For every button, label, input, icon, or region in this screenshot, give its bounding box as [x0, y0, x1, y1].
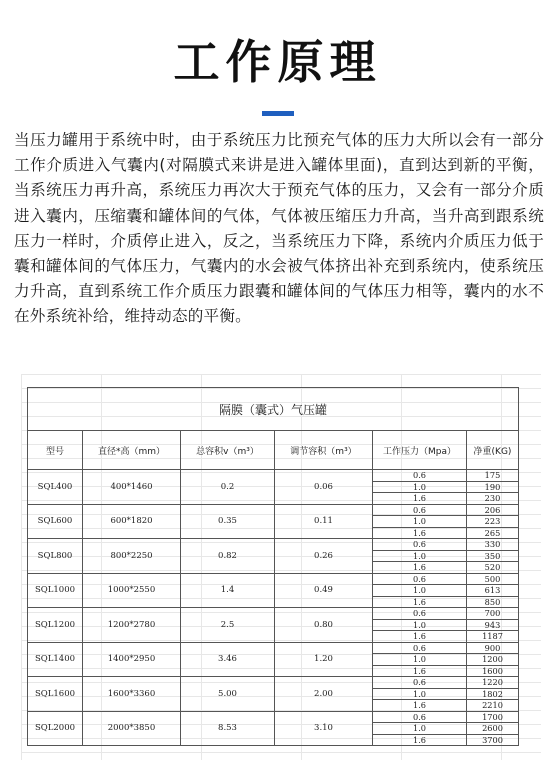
- cell-pressure: 1.6: [373, 596, 467, 608]
- cell-adjust-volume: 0.26: [275, 539, 373, 574]
- cell-pressure: 1.0: [373, 619, 467, 631]
- table-row: [28, 539, 519, 551]
- cell-weight: 223: [467, 516, 519, 528]
- cell-pressure: 1.0: [373, 654, 467, 666]
- cell-pressure: 1.6: [373, 734, 467, 746]
- description-paragraph: 当压力罐用于系统中时，由于系统压力比预充气体的压力大所以会有一部分工作介质进入气囊内(对隔膜式来讲是进入罐体里面)，直到达到新的平衡，当系统压力再升高，系统压力再次大于预充气体的压力，又会有一部分介质进入囊内，压缩囊和罐体间的气体，气体被压缩压力升高，当升高到跟系统压力一样时，介质停止进入，反之，当系统压力下降，系统内介质压力低于囊和罐体间的气体压力，气囊内的水会被气体挤出补充到系统内，使系统压力升高，直到系统工作介质压力跟囊和罐体间的气体压力相等，囊内的水不在外系统补给，维持动态的平衡。: [14, 131, 544, 326]
- cell-pressure: 0.6: [373, 573, 467, 585]
- cell-adjust-volume: 0.49: [275, 573, 373, 608]
- cell-pressure: 0.6: [373, 677, 467, 689]
- cell-weight: 350: [467, 550, 519, 562]
- page-title: 工作原理: [173, 35, 382, 89]
- cell-size: 1400*2950: [83, 642, 181, 677]
- cell-pressure: 1.0: [373, 723, 467, 735]
- cell-weight: 175: [467, 470, 519, 482]
- cell-weight: 3700: [467, 734, 519, 746]
- cell-adjust-volume: 2.00: [275, 677, 373, 712]
- cell-weight: 190: [467, 481, 519, 493]
- table-caption: 隔膜（囊式）气压罐: [28, 388, 519, 431]
- cell-total-volume: 0.82: [181, 539, 275, 574]
- table-row: [28, 711, 519, 723]
- cell-weight: 265: [467, 527, 519, 539]
- cell-model: SQL800: [28, 539, 83, 574]
- cell-pressure: 1.0: [373, 550, 467, 562]
- cell-weight: 943: [467, 619, 519, 631]
- cell-weight: 700: [467, 608, 519, 620]
- cell-total-volume: 2.5: [181, 608, 275, 643]
- cell-pressure: 1.6: [373, 665, 467, 677]
- cell-size: 1600*3360: [83, 677, 181, 712]
- cell-weight: 2210: [467, 700, 519, 712]
- cell-weight: 206: [467, 504, 519, 516]
- cell-adjust-volume: 0.06: [275, 470, 373, 505]
- header-weight: 净重(KG): [467, 431, 519, 470]
- cell-total-volume: 3.46: [181, 642, 275, 677]
- cell-weight: 850: [467, 596, 519, 608]
- cell-pressure: 1.0: [373, 688, 467, 700]
- cell-pressure: 1.6: [373, 493, 467, 505]
- table-row: [28, 642, 519, 654]
- cell-pressure: 0.6: [373, 470, 467, 482]
- table-row: [28, 573, 519, 585]
- cell-size: 2000*3850: [83, 711, 181, 746]
- cell-size: 1000*2550: [83, 573, 181, 608]
- header-adjust-volume: 调节容积（m³）: [275, 431, 373, 470]
- cell-pressure: 1.6: [373, 700, 467, 712]
- cell-size: 1200*2780: [83, 608, 181, 643]
- cell-weight: 2600: [467, 723, 519, 735]
- cell-model: SQL600: [28, 504, 83, 539]
- cell-pressure: 1.6: [373, 562, 467, 574]
- cell-size: 600*1820: [83, 504, 181, 539]
- sheet-gridline: [21, 374, 22, 760]
- cell-adjust-volume: 3.10: [275, 711, 373, 746]
- cell-weight: 500: [467, 573, 519, 585]
- cell-weight: 1220: [467, 677, 519, 689]
- cell-weight: 330: [467, 539, 519, 551]
- cell-pressure: 0.6: [373, 642, 467, 654]
- cell-pressure: 0.6: [373, 608, 467, 620]
- cell-size: 800*2250: [83, 539, 181, 574]
- cell-size: 400*1460: [83, 470, 181, 505]
- header-total-volume: 总容积v（m³）: [181, 431, 275, 470]
- spec-table: [27, 387, 519, 746]
- cell-total-volume: 0.35: [181, 504, 275, 539]
- header-pressure: 工作压力（Mpa）: [373, 431, 467, 470]
- cell-total-volume: 0.2: [181, 470, 275, 505]
- table-row: [28, 608, 519, 620]
- cell-model: SQL1400: [28, 642, 83, 677]
- cell-adjust-volume: 1.20: [275, 642, 373, 677]
- cell-weight: 230: [467, 493, 519, 505]
- sheet-gridline: [21, 752, 541, 753]
- cell-adjust-volume: 0.80: [275, 608, 373, 643]
- title-underline: [262, 111, 294, 116]
- cell-pressure: 0.6: [373, 539, 467, 551]
- cell-pressure: 1.0: [373, 481, 467, 493]
- header-size: 直径*高（mm）: [83, 431, 181, 470]
- cell-weight: 1802: [467, 688, 519, 700]
- cell-total-volume: 1.4: [181, 573, 275, 608]
- cell-weight: 900: [467, 642, 519, 654]
- cell-model: SQL400: [28, 470, 83, 505]
- cell-pressure: 1.0: [373, 585, 467, 597]
- cell-model: SQL1200: [28, 608, 83, 643]
- cell-weight: 1700: [467, 711, 519, 723]
- table-row: [28, 470, 519, 482]
- cell-pressure: 1.6: [373, 631, 467, 643]
- table-row: [28, 677, 519, 689]
- cell-weight: 613: [467, 585, 519, 597]
- cell-model: SQL1000: [28, 573, 83, 608]
- cell-pressure: 0.6: [373, 504, 467, 516]
- cell-pressure: 1.6: [373, 527, 467, 539]
- cell-pressure: 1.0: [373, 516, 467, 528]
- cell-weight: 1600: [467, 665, 519, 677]
- header-model: 型号: [28, 431, 83, 470]
- cell-model: SQL2000: [28, 711, 83, 746]
- table-row: [28, 504, 519, 516]
- sheet-gridline: [21, 374, 541, 375]
- cell-total-volume: 8.53: [181, 711, 275, 746]
- cell-weight: 1187: [467, 631, 519, 643]
- cell-total-volume: 5.00: [181, 677, 275, 712]
- cell-model: SQL1600: [28, 677, 83, 712]
- cell-weight: 520: [467, 562, 519, 574]
- cell-adjust-volume: 0.11: [275, 504, 373, 539]
- cell-weight: 1200: [467, 654, 519, 666]
- cell-pressure: 0.6: [373, 711, 467, 723]
